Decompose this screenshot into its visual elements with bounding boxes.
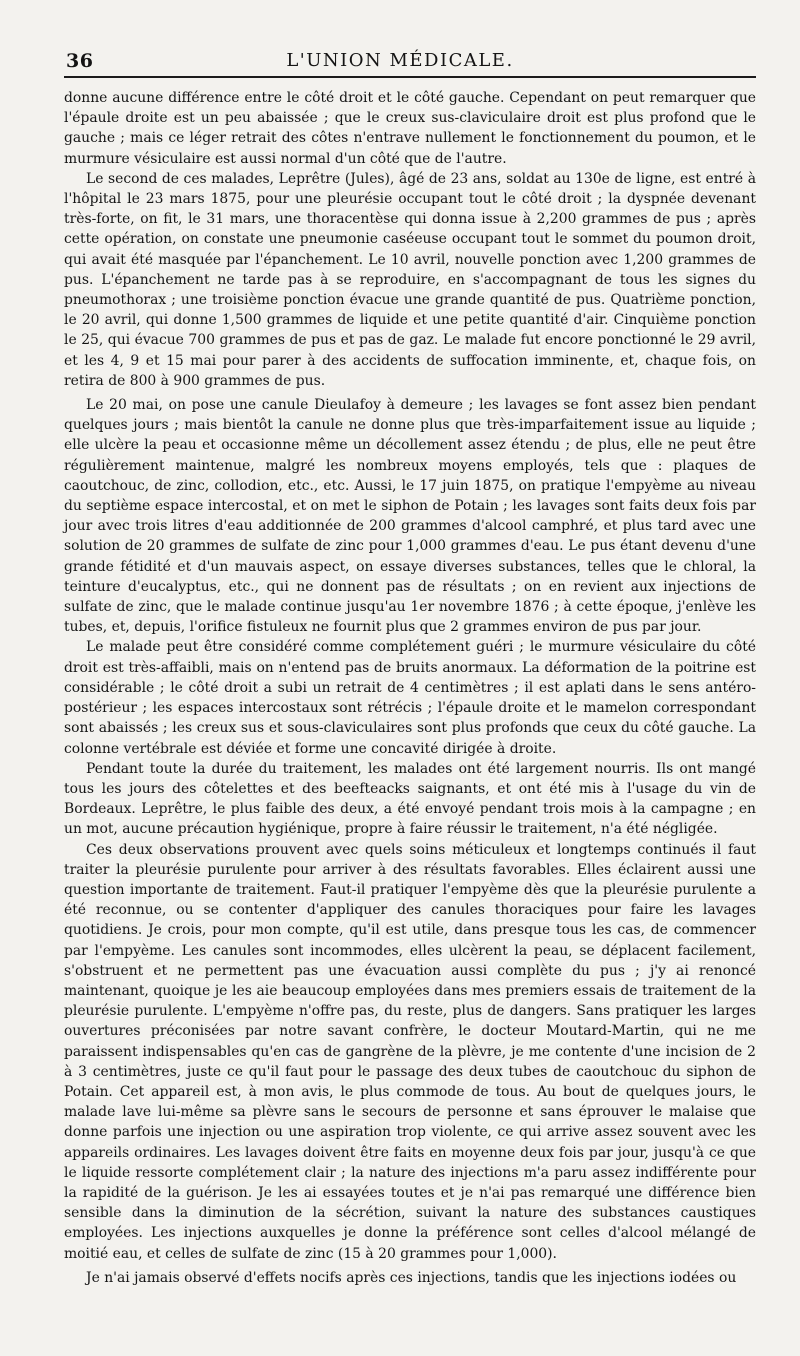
paragraph-guerison: Le malade peut être considéré comme complétement guéri ; le murmure vésiculaire du côté droit est très-affaibli, mais on n'entend pas de bruits anormaux. La déformation de la poitrine est considérable ; le côté droit a subi un retrait de 4 centimètres ; il est aplati dans le sens antéro-postérieur ; les espaces intercostaux sont rétrécis ; l'épaule droite et le mamelon correspondant sont abaissés ; les creux sus et sous-claviculaires sont plus profonds que ceux du côté gauche. La colonne vertébrale est déviée et forme une concavité dirigée à droite. xyxy=(64,639,756,757)
paragraph-canule: Le 20 mai, on pose une canule Dieulafoy à demeure ; les lavages se font assez bien pendant quelques jours ; mais bientôt la canule ne donne plus que très-imparfaitement issue au liquide ; elle ulcère la peau et occasionne même un décollement assez étendu ; de plus, elle ne peut être régulièrement maintenue, malgré les nombreux moyens employés, tels que : plaques de caoutchouc, de zinc, collodion, etc., etc. Aussi, le 17 juin 1875, on pratique l'empyème au niveau du septième espace intercostal, et on met le siphon de Potain ; les lavages sont faits deux fois par jour avec trois litres d'eau additionnée de 200 grammes d'alcool camphré, et plus tard avec une solution de 20 grammes de sulfate de zinc pour 1,000 grammes d'eau. Le pus étant devenu d'une grande fétidité et d'un mauvais aspect, on essaye diverses substances, telles que le chloral, la teinture d'eucalyptus, etc., qui ne donnent pas de résultats ; on en revient aux injections de sulfate de zinc, que le malade continue jusqu'au 1er novembre 1876 ; à cette époque, j'enlève les tubes, et, depuis, l'orifice fistuleux ne fournit plus que 2 grammes environ de pus par jour. xyxy=(64,397,756,636)
paragraph-continuation: donne aucune différence entre le côté droit et le côté gauche. Cependant on peut remarquer que l'épaule droite est un peu abaissée ; que le creux sus-claviculaire droit est plus profond que le gauche ; mais ce léger retrait des côtes n'entrave nullement le fonctionnement du poumon, et le murmure vésiculaire est aussi normal d'un côté que de l'autre. xyxy=(64,90,756,167)
article-body xyxy=(64,88,756,1288)
paragraph-final: Je n'ai jamais observé d'effets nocifs après ces injections, tandis que les injections iodées ou xyxy=(86,1269,737,1286)
page-header xyxy=(0,44,800,78)
paragraph-nutrition: Pendant toute la durée du traitement, les malades ont été largement nourris. Ils ont mangé tous les jours des côtelettes et des beefteacks saignants, et ont été mis à l'usage du vin de Bordeaux. Leprêtre, le plus faible des deux, a été envoyé pendant trois mois à la campagne ; en un mot, aucune précaution hygiénique, propre à faire réussir le traitement, n'a été négligée. xyxy=(64,760,756,838)
header-rule xyxy=(64,76,756,78)
paragraph-second-patient: Le second de ces malades, Leprêtre (Jules), âgé de 23 ans, soldat au 130e de ligne, est entré à l'hôpital le 23 mars 1875, pour une pleurésie occupant tout le côté droit ; la dyspnée devenant très-forte, on fit, le 31 mars, une thoracentèse qui donna issue à 2,200 grammes de pus ; après cette opération, on constate une pneumonie caséeuse occupant tout le sommet du poumon droit, qui avait été masquée par l'épanchement. Le 10 avril, nouvelle ponction avec 1,200 grammes de pus. L'épanchement ne tarde pas à se reproduire, en s'accompagnant de tous les signes du pneumothorax ; une troisième ponction évacue une grande quantité de pus. Quatrième ponction, le 20 avril, qui donne 1,500 grammes de liquide et une petite quantité d'air. Cinquième ponction le 25, qui évacue 700 grammes de pus et pas de gaz. Le malade fut encore ponctionné le 29 avril, et les 4, 9 et 15 mai pour parer à des accidents de suffocation imminente, et, chaque fois, on retira de 800 à 900 grammes de pus. xyxy=(64,170,756,389)
paragraph-observations: Ces deux observations prouvent avec quels soins méticuleux et longtemps continués il faut traiter la pleurésie purulente pour arriver à des résultats favorables. Elles éclairent aussi une question importante de traitement. Faut-il pratiquer l'empyème dès que la pleurésie purulente a été reconnue, ou se contenter d'appliquer des canules thoraciques pour faire les lavages quotidiens. Je crois, pour mon compte, qu'il est utile, dans presque tous les cas, de commencer par l'empyème. Les canules sont incommodes, elles ulcèrent la peau, se déplacent facilement, s'obstruent et ne permettent pas une évacuation aussi complète du pus ; j'y ai renoncé maintenant, quoique je les aie beaucoup employées dans mes premiers essais de traitement de la pleurésie purulente. L'empyème n'offre pas, du reste, plus de dangers. Sans pratiquer les larges ouvertures préconisées par notre savant confrère, le docteur Moutard-Martin, qui ne me paraissent indispensables qu'en cas de gangrène de la plèvre, je me contente d'une incision de 2 à 3 centimètres, juste ce qu'il faut pour le passage des deux tubes de caoutchouc du siphon de Potain. Cet appareil est, à mon avis, le plus commode de tous. Au bout de quelques jours, le malade lave lui-même sa plèvre sans le secours de personne et sans éprouver le malaise que donne parfois une injection ou une aspiration trop violente, ce qui arrive assez souvent avec les appareils ordinaires. Les lavages doivent être faits en moyenne deux fois par jour, jusqu'à ce que le liquide ressorte complétement clair ; la nature des injections m'a paru assez indifférente pour la rapidité de la guérison. Je les ai essayées toutes et je n'ai pas remarqué une différence bien sensible dans la diminution de la sécrétion, suivant la nature des substances caustiques employées. Les injections auxquelles je donne la préférence sont celles d'alcool mélangé de moitié eau, et celles de sulfate de zinc (15 à 20 grammes pour 1,000). xyxy=(64,841,756,1262)
running-title: L'UNION MÉDICALE. xyxy=(286,50,514,71)
page-number: 36 xyxy=(66,50,94,72)
